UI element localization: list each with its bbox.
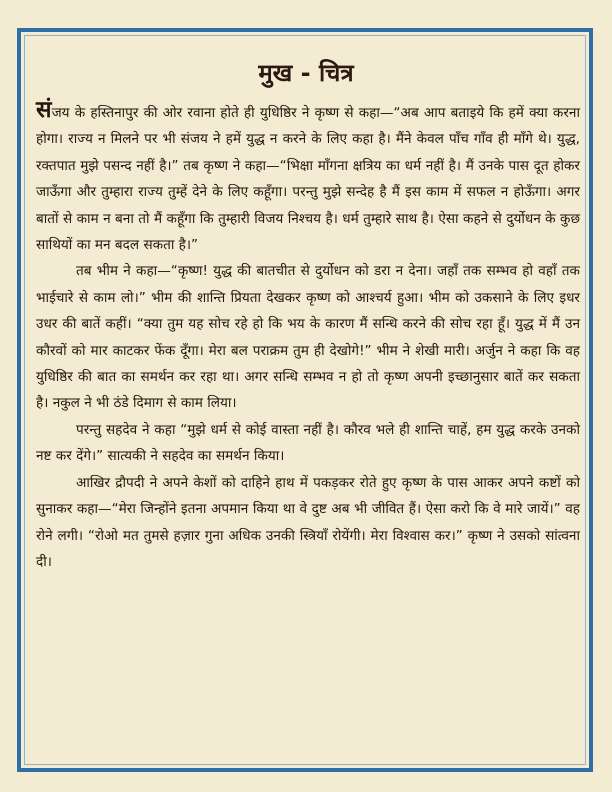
page-title: मुख - चित्र (258, 59, 354, 87)
dropcap: सं (36, 97, 52, 123)
story-text (36, 97, 581, 575)
paragraph-3: परन्तु सहदेव ने कहा “मुझे धर्म से कोई वास्ता नहीं है। कौरव भले ही शान्ति चाहें, हम युद्ध करके उनको नष्ट कर देंगे।” सात्यकी ने सहदेव का समर्थन किया। (36, 421, 580, 465)
paragraph-1-text: जय के हस्तिनापुर की ओर रवाना होते ही युधिष्ठिर ने कृष्ण से कहा—“अब आप बताइये कि हमें क्या करना होगा। राज्य न मिलने पर भी संजय ने हमें युद्ध न करने के लिए कहा है। मैंने केवल पाँच गाँव ही माँगे थे। युद्ध, रक्तपात मुझे पसन्द नहीं है।” तब कृष्ण ने कहा—“भिक्षा माँगना क्षत्रिय का धर्म नहीं है। मैं उनके पास दूत होकर जाऊँगा और तुम्हारा राज्य तुम्हें देने के लिए कहूँगा। परन्तु मुझे सन्देह है मैं इस काम में सफल न होऊँगा। अगर बातों से काम न बना तो मैं कहूँगा कि तुम्हारी विजय निश्चय है। धर्म तुम्हारे साथ है। ऐसा कहने से दुर्योधन के कुछ साथियों का मन बदल सकता है।” (36, 105, 580, 254)
paragraph-2: तब भीम ने कहा—“कृष्ण! युद्ध की बातचीत से दुर्योधन को डरा न देना। जहाँ तक सम्भव हो वहाँ तक भाईचारे से काम लो।” भीम की शान्ति प्रियता देखकर कृष्ण को आश्चर्य हुआ। भीम को उकसाने के लिए इधर उधर की बातें कहीं। “क्या तुम यह सोच रहे हो कि भय के कारण मैं सन्धि करने की सोच रहा हूँ। युद्ध में मैं उन कौरवों को मार काटकर फेंक दूँगा। मेरा बल पराक्रम तुम ही देखोगे!” भीम ने शेखी मारी। अर्जुन ने कहा कि वह युधिष्ठिर की बात का समर्थन कर रहा था। अगर सन्धि सम्भव न हो तो कृष्ण अपनी इच्छानुसार बातें कर सकता है। नकुल ने भी ठंडे दिमाग से काम लिया। (36, 263, 581, 412)
paragraph-4: आखिर द्रौपदी ने अपने केशों को दाहिने हाथ में पकड़कर रोते हुए कृष्ण के पास आकर अपने कष्टों को सुनाकर कहा—“मेरा जिन्होंने इतना अपमान किया था वे दुष्ट अब भी जीवित हैं। ऐसा करो कि वे मारे जायें।” वह रोने लगी। “रोओ मत तुमसे हज़ार गुना अधिक उनकी स्त्रियाँ रोयेंगी। मेरा विश्वास कर।” कृष्ण ने उसको सांत्वना दी। (36, 474, 580, 570)
paragraph-1 (36, 97, 580, 258)
